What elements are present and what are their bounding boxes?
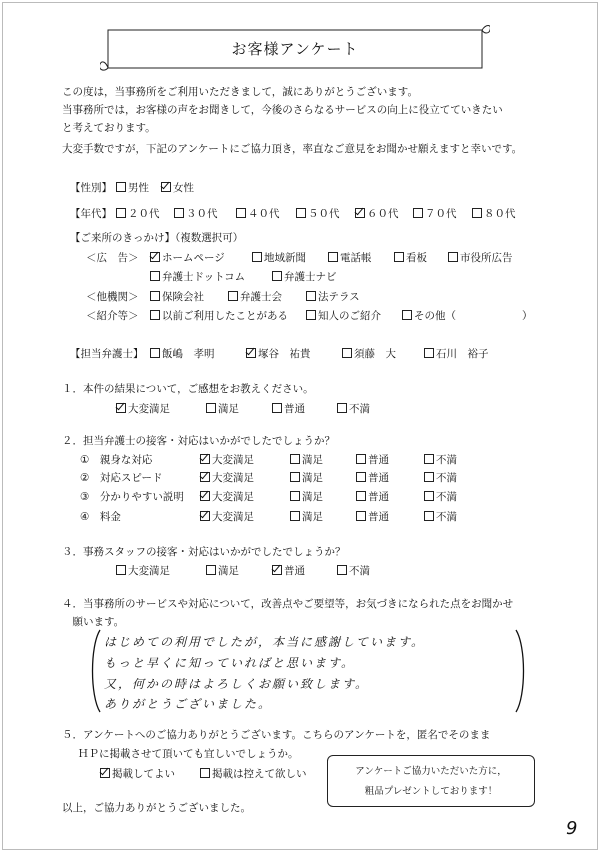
checkbox-q2-1-satisfied[interactable] — [290, 454, 300, 464]
checkbox-q2-1-dissatisfied[interactable] — [424, 454, 434, 464]
age-20-label: ２０代 — [128, 208, 160, 220]
checkbox-previous[interactable] — [150, 310, 160, 320]
ref-other-label: その他（ — [414, 310, 456, 322]
q2-row-1-normal[interactable] — [356, 452, 389, 467]
checkbox-q2-2-dissatisfied[interactable] — [424, 472, 434, 482]
ad-bengo4-option[interactable] — [150, 269, 245, 284]
checkbox-q1-normal[interactable] — [272, 403, 282, 413]
q5-decline-option[interactable] — [200, 766, 307, 781]
q3-normal-option[interactable] — [272, 563, 305, 578]
q1-dissatisfied-label: 不満 — [349, 403, 370, 415]
q2-row-1-dissatisfied[interactable] — [424, 452, 457, 467]
checkbox-ishikawa[interactable] — [424, 348, 434, 358]
q5-question-line-1: ５．アンケートへのご協力ありがとうございます。こちらのアンケートを，匿名でそのまま — [62, 729, 491, 741]
q2-row-3-very-satisfied[interactable] — [200, 489, 254, 504]
intro-line-2: 当事務所では，お客様の声をお聞きして，今後のさらなるサービスの向上に役立てていきたい — [62, 104, 503, 116]
ad-bengoshi-navi-option[interactable] — [272, 269, 337, 284]
q2-row-4-satisfied[interactable] — [290, 509, 323, 524]
q2-row-2-scale-1: 満足 — [302, 472, 323, 484]
checkbox-age-30[interactable] — [174, 208, 184, 218]
checkbox-age-50[interactable] — [296, 208, 306, 218]
q2-row-4-scale-2: 普通 — [368, 511, 389, 523]
q4-answer-line-1: はじめての利用でしたが，本当に感謝しています。 — [104, 635, 426, 649]
ad-bengo4-label: 弁護士ドットコム — [162, 271, 246, 283]
checkbox-city-hall[interactable] — [448, 252, 458, 262]
checkbox-q5-decline[interactable] — [200, 768, 210, 778]
q4-question-line-2: 願います。 — [62, 616, 125, 628]
intro-line-4: 大変手数ですが，下記のアンケートにご協力頂き，率直なご意見をお聞かせ願えますと幸いです。 — [62, 143, 523, 155]
gift-note-line-2: 粗品プレゼントしております！ — [364, 786, 498, 797]
q2-row-3-satisfied[interactable] — [290, 489, 323, 504]
page-number: 9 — [566, 818, 578, 839]
ad-label: ＜広 告＞ — [86, 252, 139, 264]
q2-row-4-dissatisfied[interactable] — [424, 509, 457, 524]
q2-row-1-very-satisfied[interactable] — [200, 452, 254, 467]
q2-row-2-scale-0: 大変満足 — [212, 472, 254, 484]
q5-decline-label: 掲載は控えて欲しい — [212, 768, 307, 780]
checkbox-q2-2-normal[interactable] — [356, 472, 366, 482]
gift-note-box — [327, 755, 535, 807]
q2-row-1-scale-1: 満足 — [302, 454, 323, 466]
checkbox-iijima[interactable] — [150, 348, 160, 358]
gift-note-line-1: アンケートご協力いただいた方に， — [355, 766, 507, 777]
q1-satisfied-option[interactable] — [206, 401, 239, 416]
age-40-label: ４０代 — [248, 208, 280, 220]
checkbox-q2-1-normal[interactable] — [356, 454, 366, 464]
q1-normal-label: 普通 — [284, 403, 305, 415]
age-60-option[interactable] — [355, 206, 399, 221]
q2-row-2-dissatisfied[interactable] — [424, 470, 457, 485]
lawyer-ishikawa-option[interactable] — [424, 346, 489, 361]
age-50-option[interactable] — [296, 206, 340, 221]
lawyer-tsukaya-label: 塚谷 祐貴 — [258, 348, 311, 360]
checkbox-tsukaya[interactable] — [246, 348, 256, 358]
q3-very-satisfied-label: 大変満足 — [128, 565, 170, 577]
checkbox-q2-2-very-satisfied[interactable] — [200, 472, 210, 482]
q2-row-2-scale-3: 不満 — [436, 472, 457, 484]
checkbox-insurance[interactable] — [150, 291, 160, 301]
q3-satisfied-option[interactable] — [206, 563, 239, 578]
checkbox-q1-dissatisfied[interactable] — [337, 403, 347, 413]
org-bar-association-option[interactable] — [228, 289, 282, 304]
checkbox-q2-4-normal[interactable] — [356, 511, 366, 521]
q2-row-2-very-satisfied[interactable] — [200, 470, 254, 485]
q2-row-3-scale-1: 満足 — [302, 491, 323, 503]
ad-bengoshi-navi-label: 弁護士ナビ — [284, 271, 337, 283]
q2-row-2-normal[interactable] — [356, 470, 389, 485]
org-insurance-option[interactable] — [150, 289, 204, 304]
age-80-label: ８０代 — [484, 208, 516, 220]
lawyer-ishikawa-label: 石川 裕子 — [436, 348, 489, 360]
checkbox-age-20[interactable] — [116, 208, 126, 218]
checkbox-q3-dissatisfied[interactable] — [337, 565, 347, 575]
checkbox-q2-1-very-satisfied[interactable] — [200, 454, 210, 464]
lawyer-sudo-label: 須藤 大 — [354, 348, 396, 360]
q4-question-line-1: ４．当事務所のサービスや対応について，改善点やご要望等，お気づきになられた点をお聞かせ — [62, 598, 514, 610]
checkbox-bar-association[interactable] — [228, 291, 238, 301]
checkbox-q2-3-satisfied[interactable] — [290, 491, 300, 501]
q5-allow-label: 掲載してよい — [112, 768, 175, 780]
checkbox-bengoshi-navi[interactable] — [272, 271, 282, 281]
q2-row-3-dissatisfied[interactable] — [424, 489, 457, 504]
q3-question: ３．事務スタッフの接客・対応はいかがでしたでしょうか？ — [62, 546, 346, 558]
ref-previous-option[interactable] — [150, 308, 288, 323]
q4-answer-line-3: 又，何かの時はよろしくお願い致します。 — [104, 677, 370, 691]
org-houterasu-option[interactable] — [306, 289, 360, 304]
ad-homepage-option[interactable] — [150, 250, 225, 265]
q2-question: ２．担当弁護士の接客・対応はいかがでしたでしょうか？ — [62, 435, 335, 447]
lawyer-sudo-option[interactable] — [342, 346, 396, 361]
checkbox-q5-allow[interactable] — [100, 768, 110, 778]
q4-answer-line-2: もっと早くに知っていればと思います。 — [104, 656, 356, 670]
lawyer-iijima-option[interactable] — [150, 346, 215, 361]
q2-row-3-label: ③ 分かりやすい説明 — [80, 491, 184, 503]
checkbox-other[interactable] — [402, 310, 412, 320]
q2-row-4-very-satisfied[interactable] — [200, 509, 254, 524]
checkbox-acquaintance[interactable] — [306, 310, 316, 320]
checkbox-signboard[interactable] — [394, 252, 404, 262]
referral-label: ＜紹介等＞ — [86, 310, 139, 322]
gender-female-option[interactable] — [161, 180, 194, 195]
trigger-label: 【ご来所のきっかけ】（複数選択可） — [70, 232, 244, 244]
gender-label: 【性別】 — [70, 182, 112, 194]
lawyer-iijima-label: 飯嶋 孝明 — [162, 348, 215, 360]
checkbox-q1-satisfied[interactable] — [206, 403, 216, 413]
q5-question-line-2: ＨＰに掲載させて頂いても宜しいでしょうか。 — [78, 748, 299, 760]
q2-row-4-scale-3: 不満 — [436, 511, 457, 523]
ref-acquaintance-option[interactable] — [306, 308, 381, 323]
q1-normal-option[interactable] — [272, 401, 305, 416]
q2-row-3-scale-3: 不満 — [436, 491, 457, 503]
checkbox-homepage[interactable] — [150, 252, 160, 262]
intro-line-3: と考えております。 — [62, 122, 156, 134]
q2-row-2-satisfied[interactable] — [290, 470, 323, 485]
age-70-label: ７０代 — [425, 208, 457, 220]
ref-other-option[interactable] — [402, 308, 456, 323]
q5-allow-option[interactable] — [100, 766, 175, 781]
q1-very-satisfied-option[interactable] — [116, 401, 170, 416]
age-20-option[interactable] — [116, 206, 160, 221]
checkbox-age-80[interactable] — [472, 208, 482, 218]
checkbox-phonebook[interactable] — [328, 252, 338, 262]
age-label: 【年代】 — [70, 208, 112, 220]
age-30-option[interactable] — [174, 206, 218, 221]
closing-text: 以上，ご協力ありがとうございました。 — [62, 802, 251, 814]
gender-female-label: 女性 — [173, 182, 194, 194]
q2-row-1-satisfied[interactable] — [290, 452, 323, 467]
checkbox-q2-4-satisfied[interactable] — [290, 511, 300, 521]
q2-row-1-scale-3: 不満 — [436, 454, 457, 466]
q2-row-2-scale-2: 普通 — [368, 472, 389, 484]
age-80-option[interactable] — [472, 206, 516, 221]
q2-row-1-scale-0: 大変満足 — [212, 454, 254, 466]
q2-row-4-normal[interactable] — [356, 509, 389, 524]
ad-city-hall-option[interactable] — [448, 250, 513, 265]
age-50-label: ５０代 — [308, 208, 340, 220]
checkbox-female[interactable] — [161, 182, 171, 192]
q2-row-1-label: ① 親身な対応 — [80, 454, 153, 466]
ad-signboard-label: 看板 — [406, 252, 427, 264]
checkbox-sudo[interactable] — [342, 348, 352, 358]
ad-city-hall-label: 市役所広告 — [460, 252, 513, 264]
q3-dissatisfied-option[interactable] — [337, 563, 370, 578]
checkbox-age-70[interactable] — [413, 208, 423, 218]
checkbox-age-60[interactable] — [355, 208, 365, 218]
q2-row-3-scale-2: 普通 — [368, 491, 389, 503]
ref-acquaintance-label: 知人のご紹介 — [318, 310, 381, 322]
checkbox-bengo4[interactable] — [150, 271, 160, 281]
q2-row-4-scale-1: 満足 — [302, 511, 323, 523]
checkbox-q3-satisfied[interactable] — [206, 565, 216, 575]
title-container — [100, 22, 490, 72]
checkbox-q2-3-normal[interactable] — [356, 491, 366, 501]
other-org-label: ＜他機関＞ — [86, 291, 139, 303]
checkbox-q2-2-satisfied[interactable] — [290, 472, 300, 482]
q1-question: １．本件の結果について，ご感想をお教えください。 — [62, 383, 314, 395]
age-30-label: ３０代 — [186, 208, 218, 220]
org-houterasu-label: 法テラス — [318, 291, 360, 303]
ad-phonebook-label: 電話帳 — [340, 252, 372, 264]
checkbox-houterasu[interactable] — [306, 291, 316, 301]
lawyer-label: 【担当弁護士】 — [70, 348, 144, 360]
ref-other-close: ） — [522, 310, 533, 322]
q3-normal-label: 普通 — [284, 565, 305, 577]
q2-row-3-normal[interactable] — [356, 489, 389, 504]
q1-dissatisfied-option[interactable] — [337, 401, 370, 416]
page-title: お客様アンケート — [231, 40, 359, 58]
checkbox-q2-4-very-satisfied[interactable] — [200, 511, 210, 521]
ad-homepage-label: ホームページ — [162, 252, 225, 264]
q4-answer-line-4: ありがとうございました。 — [104, 697, 273, 711]
org-insurance-label: 保険会社 — [162, 291, 204, 303]
q2-row-4-label: ④ 料金 — [80, 511, 121, 523]
checkbox-q3-very-satisfied[interactable] — [116, 565, 126, 575]
gender-male-option[interactable] — [116, 180, 149, 195]
q2-row-1-scale-2: 普通 — [368, 454, 389, 466]
q3-dissatisfied-label: 不満 — [349, 565, 370, 577]
q1-very-satisfied-label: 大変満足 — [128, 403, 170, 415]
checkbox-q2-4-dissatisfied[interactable] — [424, 511, 434, 521]
q2-row-4-scale-0: 大変満足 — [212, 511, 254, 523]
ad-signboard-option[interactable] — [394, 250, 427, 265]
org-bar-association-label: 弁護士会 — [240, 291, 282, 303]
checkbox-q3-normal[interactable] — [272, 565, 282, 575]
ad-local-paper-label: 地域新聞 — [264, 252, 306, 264]
ad-local-paper-option[interactable] — [252, 250, 306, 265]
ref-previous-label: 以前ご利用したことがある — [162, 310, 288, 322]
age-60-label: ６０代 — [367, 208, 399, 220]
age-70-option[interactable] — [413, 206, 457, 221]
lawyer-tsukaya-option[interactable] — [246, 346, 311, 361]
checkbox-age-40[interactable] — [236, 208, 246, 218]
checkbox-local-paper[interactable] — [252, 252, 262, 262]
age-40-option[interactable] — [236, 206, 280, 221]
q2-row-3-scale-0: 大変満足 — [212, 491, 254, 503]
ad-phonebook-option[interactable] — [328, 250, 372, 265]
checkbox-q2-3-dissatisfied[interactable] — [424, 491, 434, 501]
checkbox-q1-very-satisfied[interactable] — [116, 403, 126, 413]
q2-row-2-label: ② 対応スピード — [80, 472, 163, 484]
checkbox-male[interactable] — [116, 182, 126, 192]
checkbox-q2-3-very-satisfied[interactable] — [200, 491, 210, 501]
q3-very-satisfied-option[interactable] — [116, 563, 170, 578]
gender-male-label: 男性 — [128, 182, 149, 194]
q3-satisfied-label: 満足 — [218, 565, 239, 577]
intro-line-1: この度は，当事務所をご利用いただきまして，誠にありがとうございます。 — [62, 86, 418, 98]
q1-satisfied-label: 満足 — [218, 403, 239, 415]
